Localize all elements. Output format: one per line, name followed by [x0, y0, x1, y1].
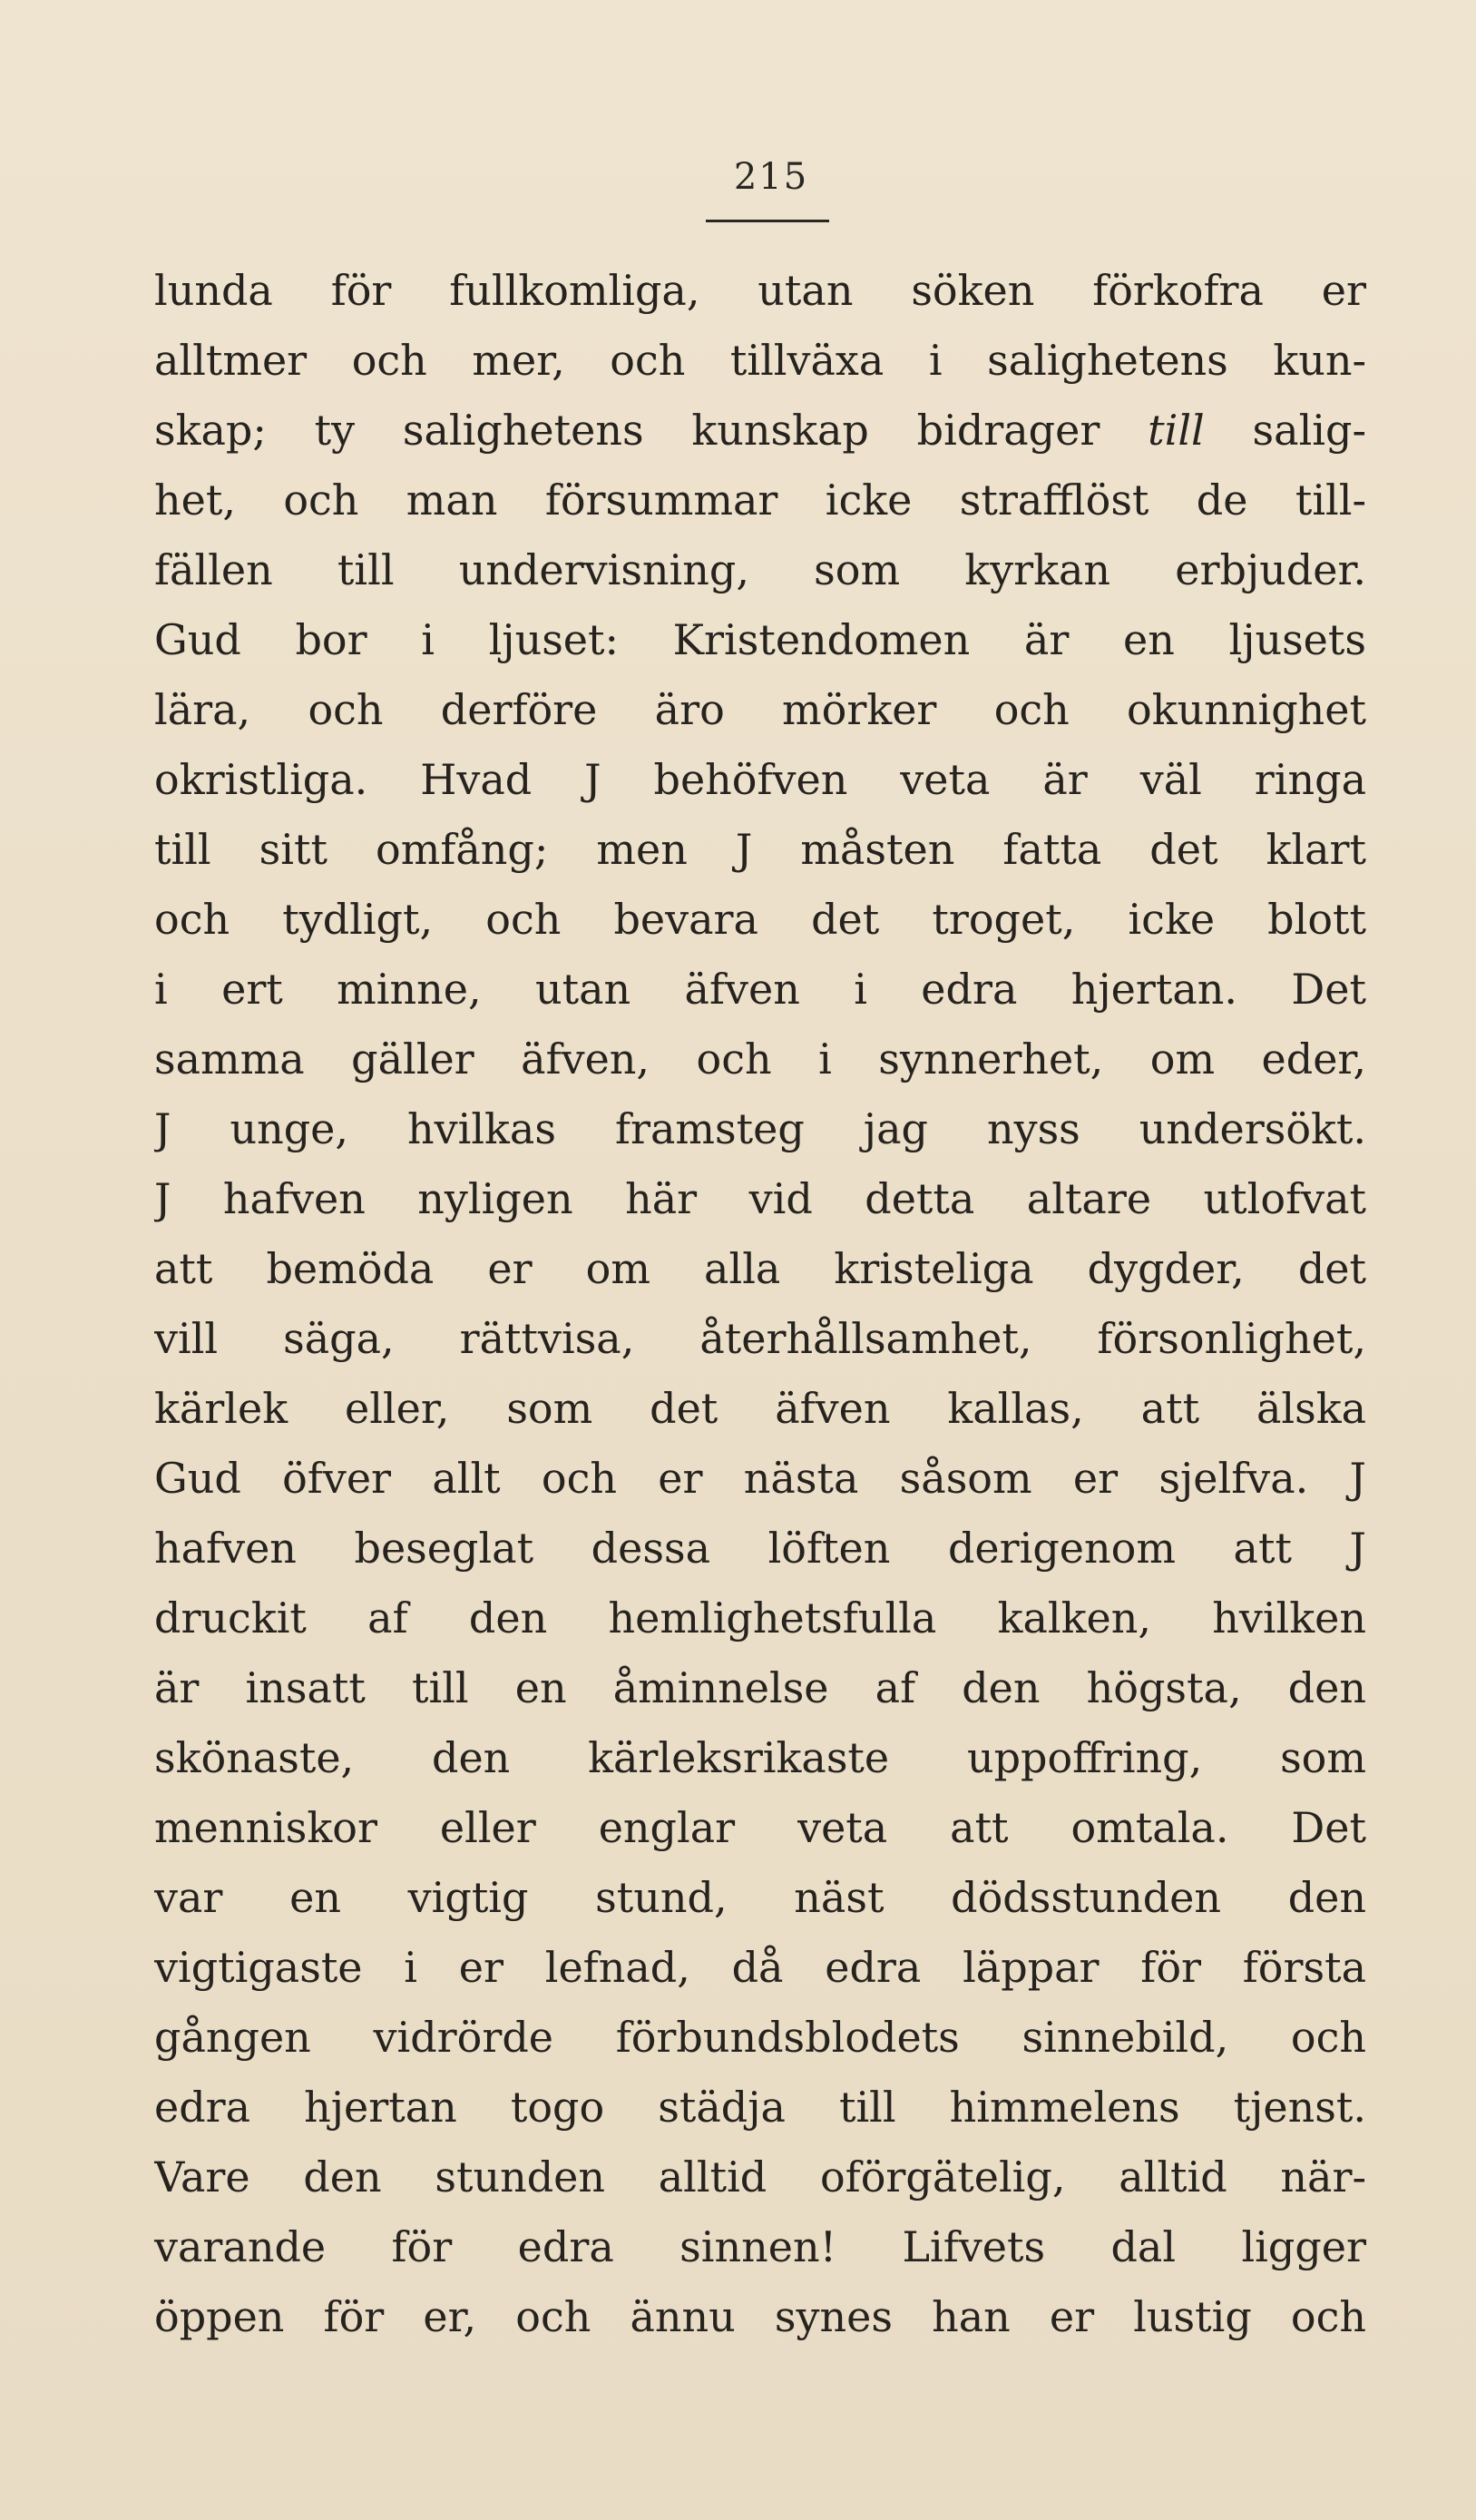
text-line: är insatt till en åminnelse af den högsta, den	[154, 1663, 1366, 1712]
text-line: Gud bor i ljuset: Kristendomen är en ljusets	[154, 615, 1366, 664]
text-line: att bemöda er om alla kristeliga dygder, det	[154, 1244, 1366, 1293]
text-line: skönaste, den kärleksrikaste uppoffring, som	[154, 1733, 1366, 1782]
text-line: het, och man försummar icke strafflöst de till-	[154, 476, 1366, 525]
text-line: skap; ty salighetens kunskap bidrager till salig-	[154, 406, 1366, 455]
text-line: gången vidrörde förbundsblodets sinnebild, och	[154, 2013, 1366, 2062]
text-line: fällen till undervisning, som kyrkan erbjuder.	[154, 545, 1366, 594]
text-line: okristliga. Hvad J behöfven veta är väl ringa	[154, 755, 1366, 804]
text-line: J hafven nyligen här vid detta altare utlofvat	[154, 1174, 1366, 1223]
body-text	[154, 256, 1366, 2352]
text-line: varande för edra sinnen! Lifvets dal ligger	[154, 2222, 1366, 2271]
text-line: öppen för er, och ännu synes han er lustig och	[154, 2292, 1366, 2341]
text-line: J unge, hvilkas framsteg jag nyss undersökt.	[154, 1104, 1366, 1153]
text-line: vill säga, rättvisa, återhållsamhet, försonlighet,	[154, 1314, 1366, 1363]
text-line: var en vigtig stund, näst dödsstunden den	[154, 1873, 1366, 1922]
text-line: kärlek eller, som det äfven kallas, att älska	[154, 1384, 1366, 1433]
text-line: samma gäller äfven, och i synnerhet, om eder,	[154, 1034, 1366, 1084]
text-line: druckit af den hemlighetsfulla kalken, hvilken	[154, 1593, 1366, 1642]
text-line: menniskor eller englar veta att omtala. Det	[154, 1803, 1366, 1852]
page-number: 215	[733, 156, 809, 198]
text-line: i ert minne, utan äfven i edra hjertan. Det	[154, 965, 1366, 1014]
text-line: edra hjertan togo städja till himmelens tjenst.	[154, 2083, 1366, 2132]
text-line: och tydligt, och bevara det troget, icke blott	[154, 895, 1366, 944]
text-line: lunda för fullkomliga, utan söken förkofra er	[154, 266, 1366, 315]
header-rule	[706, 220, 829, 222]
text-line: vigtigaste i er lefnad, då edra läppar för första	[154, 1943, 1366, 1992]
text-line: alltmer och mer, och tillväxa i salighetens kun-	[154, 336, 1366, 385]
text-line: lära, och derföre äro mörker och okunnighet	[154, 685, 1366, 734]
emphasized-word: till	[1148, 406, 1205, 455]
text-line: hafven beseglat dessa löften derigenom att J	[154, 1524, 1366, 1573]
text-line: till sitt omfång; men J måsten fatta det klart	[154, 825, 1366, 874]
text-line: Vare den stunden alltid oförgätelig, alltid när-	[154, 2152, 1366, 2201]
text-line: Gud öfver allt och er nästa såsom er sjelfva. J	[154, 1454, 1366, 1503]
